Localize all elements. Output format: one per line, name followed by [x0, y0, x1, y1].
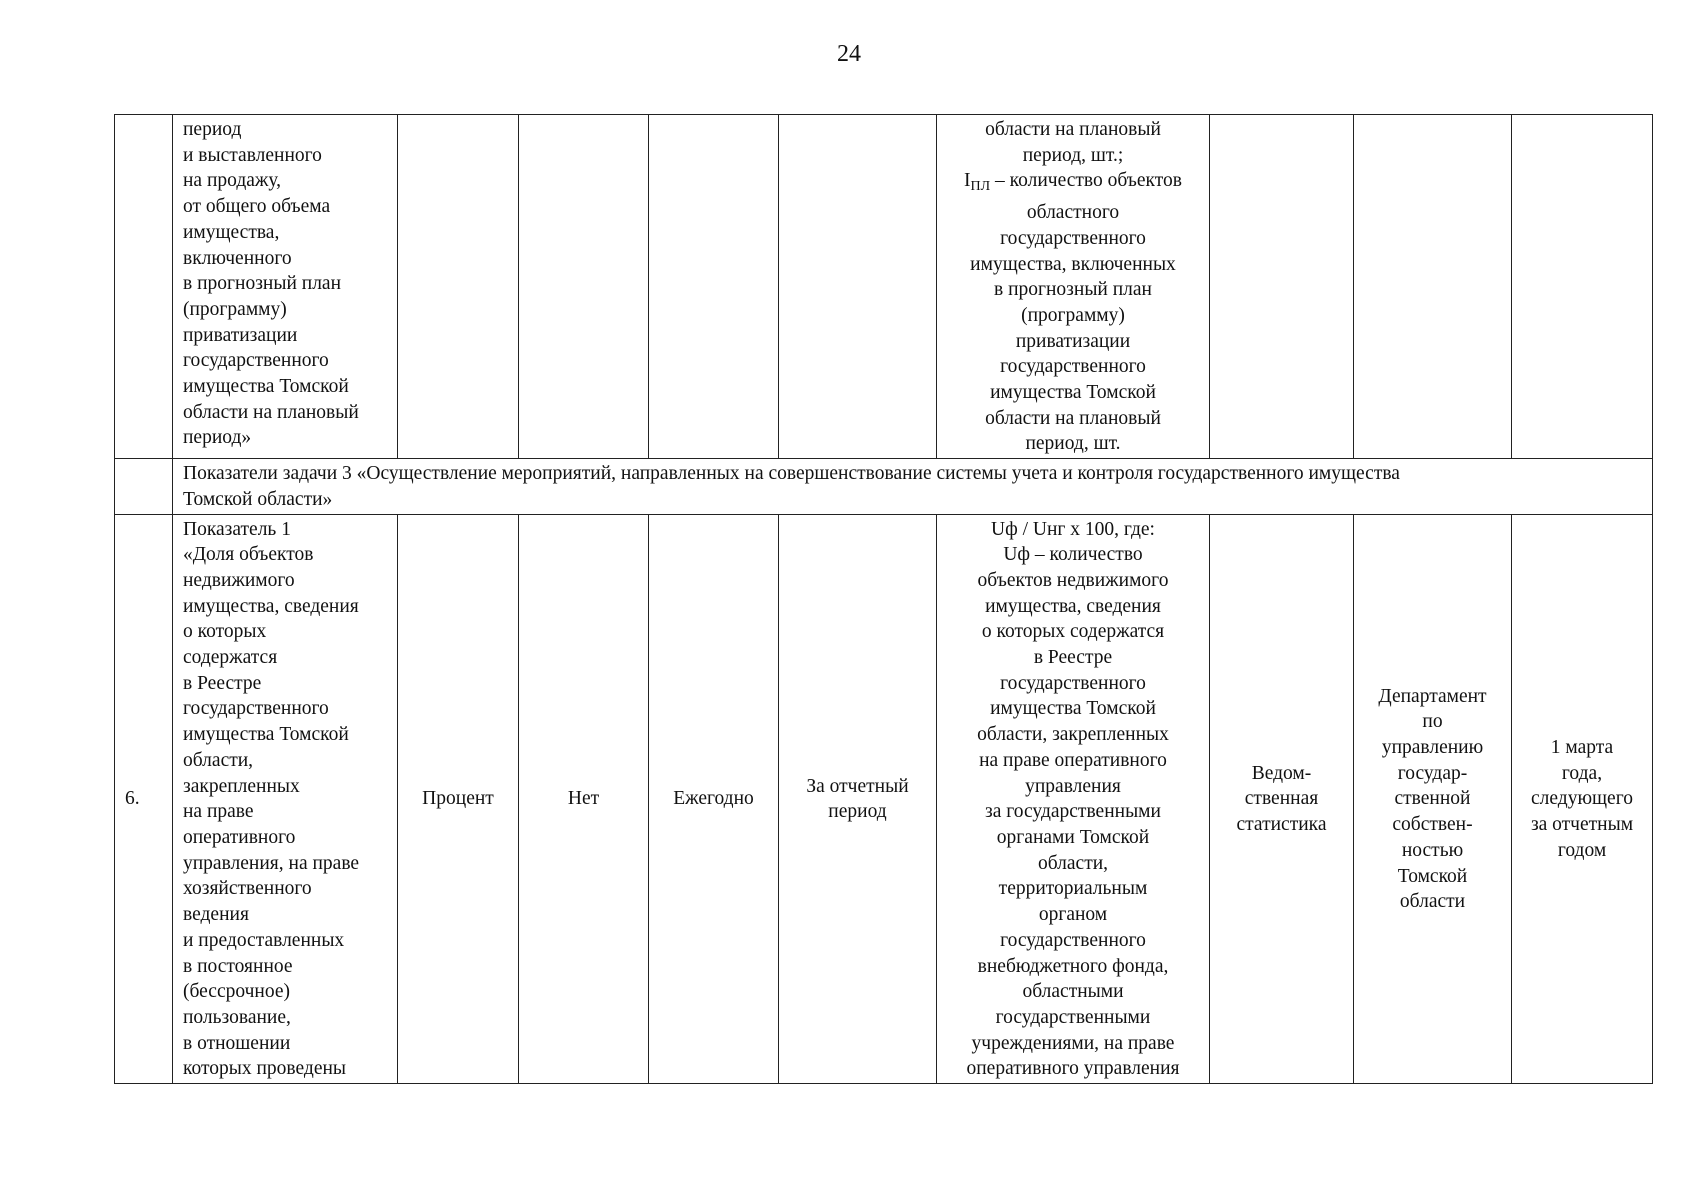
indicators-table — [114, 114, 1653, 1084]
table-row-continuation — [115, 115, 1653, 459]
cell-empty — [1512, 115, 1653, 459]
cell-row-number: 6. — [115, 514, 173, 1083]
formula-symbol-subscript: ПЛ — [970, 179, 991, 195]
table-row-indicator-6 — [115, 514, 1653, 1083]
formula-text-1: области на плановый период, шт.; — [985, 119, 1161, 166]
cell-formula-continuation — [937, 115, 1210, 459]
cell-responsible: Департамент по управлению государ- ственной собствен- ностью Томской области — [1354, 514, 1512, 1083]
table-row-section-header — [115, 459, 1653, 514]
cell-source: Ведом- ственная статистика — [1210, 514, 1354, 1083]
cell-empty — [519, 115, 649, 459]
cell-empty — [779, 115, 937, 459]
cell-empty — [398, 115, 519, 459]
cell-indicator-name: Показатель 1 «Доля объектов недвижимого имущества, сведения о которых содержатся в Реестре государственного имущества Томской области, закрепленных на праве оперативного управления, на праве хозяйственного ведения и предоставленных в постоянное (бессрочное) пользование, в отношении которых проведены — [173, 514, 398, 1083]
cell-indicator-continuation: период и выставленного на продажу, от общего объема имущества, включенного в прогнозный план (программу) приватизации государственного имущества Томской области на плановый период» — [173, 115, 398, 459]
formula-text-2: – количество объектов — [990, 170, 1182, 192]
cell-unit: Процент — [398, 514, 519, 1083]
cell-formula: Uф / Uнг х 100, где: Uф – количество объектов недвижимого имущества, сведения о которых содержатся в Реестре государственного имущества Томской области, закрепленных на праве оперативного управления за государственными органами Томской области, территориальным органом государственного внебюджетного фонда, областными государственными учреждениями, на праве оперативного управления — [937, 514, 1210, 1083]
cell-period: За отчетный период — [779, 514, 937, 1083]
cell-deadline: 1 марта года, следующего за отчетным годом — [1512, 514, 1653, 1083]
cell-frequency: Ежегодно — [649, 514, 779, 1083]
formula-symbol: I — [964, 170, 971, 192]
cell-empty — [1354, 115, 1512, 459]
section-header: Показатели задачи 3 «Осуществление мероприятий, направленных на совершенствование системы учета и контроля государственного имущества Томской области» — [173, 459, 1653, 514]
formula-text-3: областного государственного имущества, включенных в прогнозный план (программу) приватизации государственного имущества Томской области на плановый период, шт. — [970, 202, 1176, 455]
cell-number-empty — [115, 115, 173, 459]
cell-flag: Нет — [519, 514, 649, 1083]
page-number: 24 — [837, 41, 861, 67]
cell-number-empty — [115, 459, 173, 514]
cell-empty — [649, 115, 779, 459]
cell-empty — [1210, 115, 1354, 459]
